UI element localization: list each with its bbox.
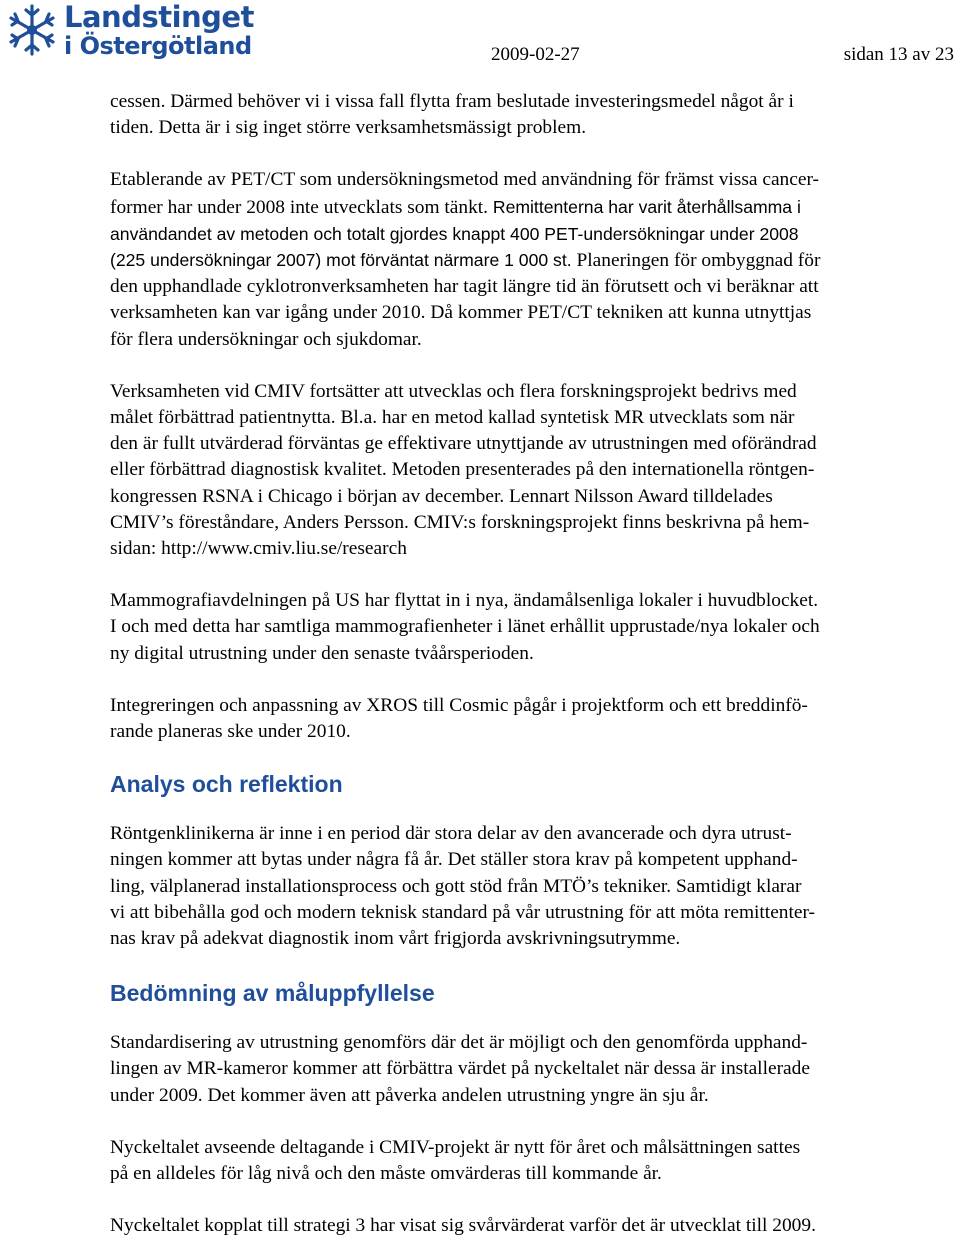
header-page-number: sidan 13 av 23	[843, 44, 954, 65]
text-line: lingen av MR-kameror kommer att förbättra värdet på nyckeltalet när dessa är installerade	[110, 1058, 810, 1080]
text-line: tiden. Detta är i sig inget större verksamhetsmässigt problem.	[110, 117, 587, 139]
text-line	[110, 194, 932, 221]
text-line: Mammografiavdelningen på US har flyttat in i nya, ändamålsenliga lokaler i huvudblocket.	[110, 590, 819, 612]
text-line: rande planeras ske under 2010.	[110, 721, 351, 743]
section-heading-bedomning: Bedömning av måluppfyllelse	[110, 980, 435, 1007]
header-date: 2009-02-27	[491, 44, 580, 65]
paragraph-cmiv	[110, 379, 932, 562]
landstinget-logo	[4, 2, 254, 58]
text-line: Nyckeltalet avseende deltagande i CMIV-projekt är nytt för året och målsättningen sattes	[110, 1136, 801, 1158]
paragraph-standardisering	[110, 1030, 932, 1109]
logo-line-2: i Östergötland	[64, 31, 252, 60]
section-heading-analys: Analys och reflektion	[110, 771, 343, 798]
text-line: Etablerande av PET/CT som undersökningsmetod med användning för främst vissa cancer-	[110, 169, 819, 191]
paragraph-analys	[110, 821, 932, 952]
text-segment: Remittenterna har varit återhållsamma i	[492, 196, 801, 217]
text-line: eller förbättrad diagnostisk kvalitet. Metoden presenterades på den internationella röntgen-	[110, 459, 815, 481]
text-line	[110, 247, 932, 274]
text-line: målet förbättrad patientnytta. Bl.a. har en metod kallad syntetisk MR utvecklats som när	[110, 407, 795, 429]
text-segment: former har under 2008 inte utvecklats som tänkt.	[110, 196, 489, 218]
text-segment: Då kommer PET/CT tekniken att kunna utnyttjas	[430, 302, 812, 324]
paragraph-xros	[110, 693, 932, 745]
document-body	[110, 89, 932, 1240]
logo-wordmark	[64, 0, 254, 60]
text-line: den är fullt utvärderad förväntas ge effektivare utnyttjande av utrustningen med oförändrad	[110, 433, 817, 455]
paragraph-pet-ct	[110, 167, 932, 352]
snowflake-emblem-icon	[4, 2, 60, 58]
paragraph-nyckeltal-strategi	[110, 1213, 932, 1239]
text-line: kongressen RSNA i Chicago i början av december. Lennart Nilsson Award tilldelades	[110, 485, 773, 507]
text-line: ningen kommer att bytas under några få år. Det ställer stora krav på kompetent upphand-	[110, 849, 798, 871]
text-line: vi att bibehålla god och modern teknisk standard på vår utrustning för att möta remittenter-	[110, 901, 816, 923]
text-line: den upphandlade cyklotronverksamheten har tagit längre tid än förutsett och vi beräknar att	[110, 276, 819, 298]
text-line: Integreringen och anpassning av XROS till Cosmic pågår i projektform och ett breddinfö-	[110, 694, 808, 716]
text-line: Röntgenklinikerna är inne i en period där stora delar av den avancerade och dyra utrust-	[110, 823, 792, 845]
text-line: nas krav på adekvat diagnostik inom vårt frigjorda avskrivningsutrymme.	[110, 928, 681, 950]
text-segment: Planeringen för ombyggnad för	[576, 250, 821, 272]
text-line: användandet av metoden och totalt gjordes knappt 400 PET-undersökningar under 2008	[110, 223, 799, 244]
text-line: Nyckeltalet kopplat till strategi 3 har visat sig svårvärderat varför det är utvecklat till 2009.	[110, 1215, 816, 1237]
paragraph-budget	[110, 89, 932, 141]
text-line: I och med detta har samtliga mammografienheter i länet erhållit upprustade/nya lokaler och	[110, 616, 820, 638]
text-line: under 2009. Det kommer även att påverka andelen utrustning yngre än sju år.	[110, 1084, 709, 1106]
text-line: CMIV’s föreståndare, Anders Persson. CMIV:s forskningsprojekt finns beskrivna på hem-	[110, 511, 810, 533]
paragraph-mammografi	[110, 588, 932, 667]
text-segment: verksamheten kan var igång under 2010.	[110, 302, 426, 324]
text-line: sidan: http://www.cmiv.liu.se/research	[110, 538, 407, 560]
text-line	[110, 300, 932, 326]
text-line: för flera undersökningar och sjukdomar.	[110, 328, 422, 350]
text-line: Verksamheten vid CMIV fortsätter att utvecklas och flera forskningsprojekt bedrivs med	[110, 380, 797, 402]
logo-line-1: Landstinget	[64, 0, 254, 34]
text-segment: (225 undersökningar 2007) mot förväntat närmare 1 000 st.	[110, 250, 572, 271]
text-line: ling, välplanerad installationsprocess och gott stöd från MTÖ’s tekniker. Samtidigt klarar	[110, 875, 802, 897]
paragraph-nyckeltal-cmiv	[110, 1135, 932, 1187]
text-line: ny digital utrustning under den senaste tvåårsperioden.	[110, 642, 534, 664]
text-line: Standardisering av utrustning genomförs där det är möjligt och den genomförda upphand-	[110, 1032, 808, 1054]
text-line: på en alldeles för låg nivå och den måste omvärderas till kommande år.	[110, 1163, 662, 1185]
text-line: cessen. Därmed behöver vi i vissa fall flytta fram beslutade investeringsmedel något år i	[110, 91, 794, 112]
